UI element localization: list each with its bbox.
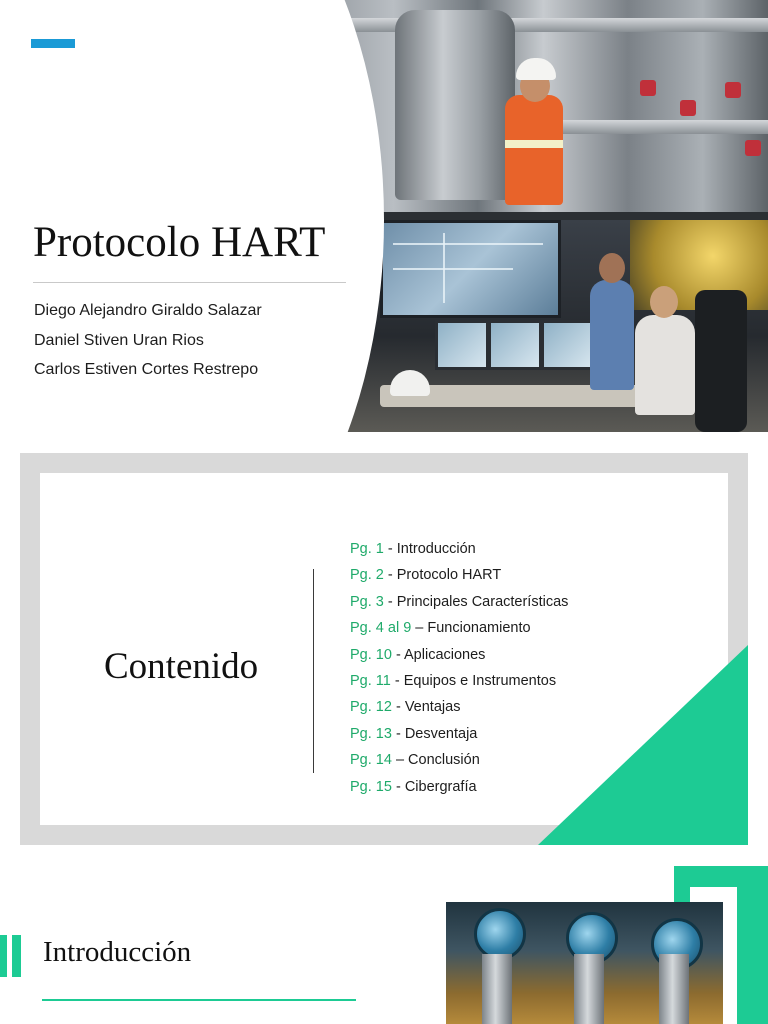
author-list (34, 296, 262, 385)
accent-marker (0, 935, 7, 977)
table-of-contents (350, 536, 568, 800)
control-wall-screen (380, 220, 561, 318)
toc-page-number: Pg. 13 (350, 725, 392, 742)
title-divider (33, 282, 346, 283)
toc-separator: - (383, 541, 397, 557)
toc-page-number: Pg. 15 (350, 778, 392, 795)
vertical-divider (313, 569, 314, 773)
toc-item[interactable] (350, 615, 568, 641)
toc-title: Principales Características (396, 593, 569, 610)
transmitter-stem-graphic (482, 954, 512, 1024)
toc-item[interactable] (350, 747, 568, 773)
toc-page-number: Pg. 1 (350, 541, 384, 557)
transmitters-photo (446, 902, 723, 1024)
toc-page-number: Pg. 4 al 9 (350, 620, 412, 637)
toc-title: Protocolo HART (396, 567, 502, 584)
toc-item[interactable] (350, 668, 568, 694)
toc-item[interactable] (350, 642, 568, 668)
valve-graphic (745, 140, 761, 156)
pipe-graphic (560, 120, 768, 134)
toc-separator: - (391, 778, 405, 795)
toc-title: Funcionamiento (427, 620, 531, 637)
toc-title: Aplicaciones (404, 646, 486, 663)
toc-separator: - (383, 593, 397, 610)
author-name: Carlos Estiven Cortes Restrepo (34, 361, 259, 378)
title-slide (0, 0, 768, 432)
helmet-graphic (390, 370, 430, 396)
monitor-graphic (541, 320, 595, 370)
worker-vest-graphic (505, 95, 563, 205)
introduction-slide (0, 866, 768, 1024)
tank-graphic (395, 10, 515, 200)
toc-title: Desventaja (404, 725, 478, 742)
screen-line (393, 268, 513, 270)
toc-item[interactable] (350, 536, 568, 562)
toc-page-number: Pg. 12 (350, 699, 392, 716)
toc-item[interactable] (350, 562, 568, 588)
toc-page-number: Pg. 14 (350, 752, 392, 769)
valve-graphic (640, 80, 656, 96)
heading-underline (42, 999, 356, 1001)
operator-head-graphic (599, 253, 625, 283)
operator-head-graphic (650, 286, 678, 318)
toc-item[interactable] (350, 774, 568, 800)
toc-separator: - (391, 646, 405, 663)
introduction-heading: Introducción (43, 936, 192, 968)
author-name: Diego Alejandro Giraldo Salazar (34, 302, 262, 319)
teal-corner-decoration (737, 887, 768, 1024)
toc-page-number: Pg. 10 (350, 646, 392, 663)
contents-heading: Contenido (104, 646, 259, 687)
transmitter-stem-graphic (659, 954, 689, 1024)
author-name: Daniel Stiven Uran Rios (34, 331, 204, 349)
transmitter-stem-graphic (574, 954, 604, 1024)
monitor-graphic (435, 320, 489, 370)
toc-item[interactable] (350, 694, 568, 720)
toc-item[interactable] (350, 721, 568, 747)
toc-title: Cibergrafía (404, 778, 477, 795)
chair-graphic (695, 290, 747, 432)
pipe-graphic (300, 18, 768, 32)
transmitter-graphic (474, 908, 526, 960)
toc-page-number: Pg. 2 (350, 567, 384, 584)
vest-stripe-graphic (505, 140, 563, 148)
standing-operator-graphic (590, 280, 634, 390)
screen-line (443, 233, 445, 303)
toc-page-number: Pg. 11 (350, 673, 391, 690)
toc-separator: - (390, 673, 404, 690)
valve-graphic (680, 100, 696, 116)
toc-separator: - (391, 725, 405, 742)
toc-separator: - (391, 699, 405, 716)
toc-title: Introducción (396, 541, 476, 557)
seated-operator-graphic (635, 315, 695, 415)
toc-item[interactable] (350, 589, 568, 615)
contents-slide (20, 453, 748, 845)
toc-title: Equipos e Instrumentos (403, 673, 557, 690)
toc-title: Ventajas (404, 699, 461, 716)
accent-marker (12, 935, 21, 977)
hard-hat-graphic (516, 58, 556, 80)
toc-page-number: Pg. 3 (350, 593, 384, 610)
toc-separator: - (383, 567, 397, 584)
toc-separator: – (391, 752, 409, 769)
valve-graphic (725, 82, 741, 98)
toc-title: Conclusión (408, 752, 480, 769)
presentation-title: Protocolo HART (33, 219, 326, 266)
accent-bar (31, 39, 75, 48)
monitor-graphic (488, 320, 542, 370)
screen-line (393, 243, 543, 245)
toc-separator: – (411, 620, 428, 637)
